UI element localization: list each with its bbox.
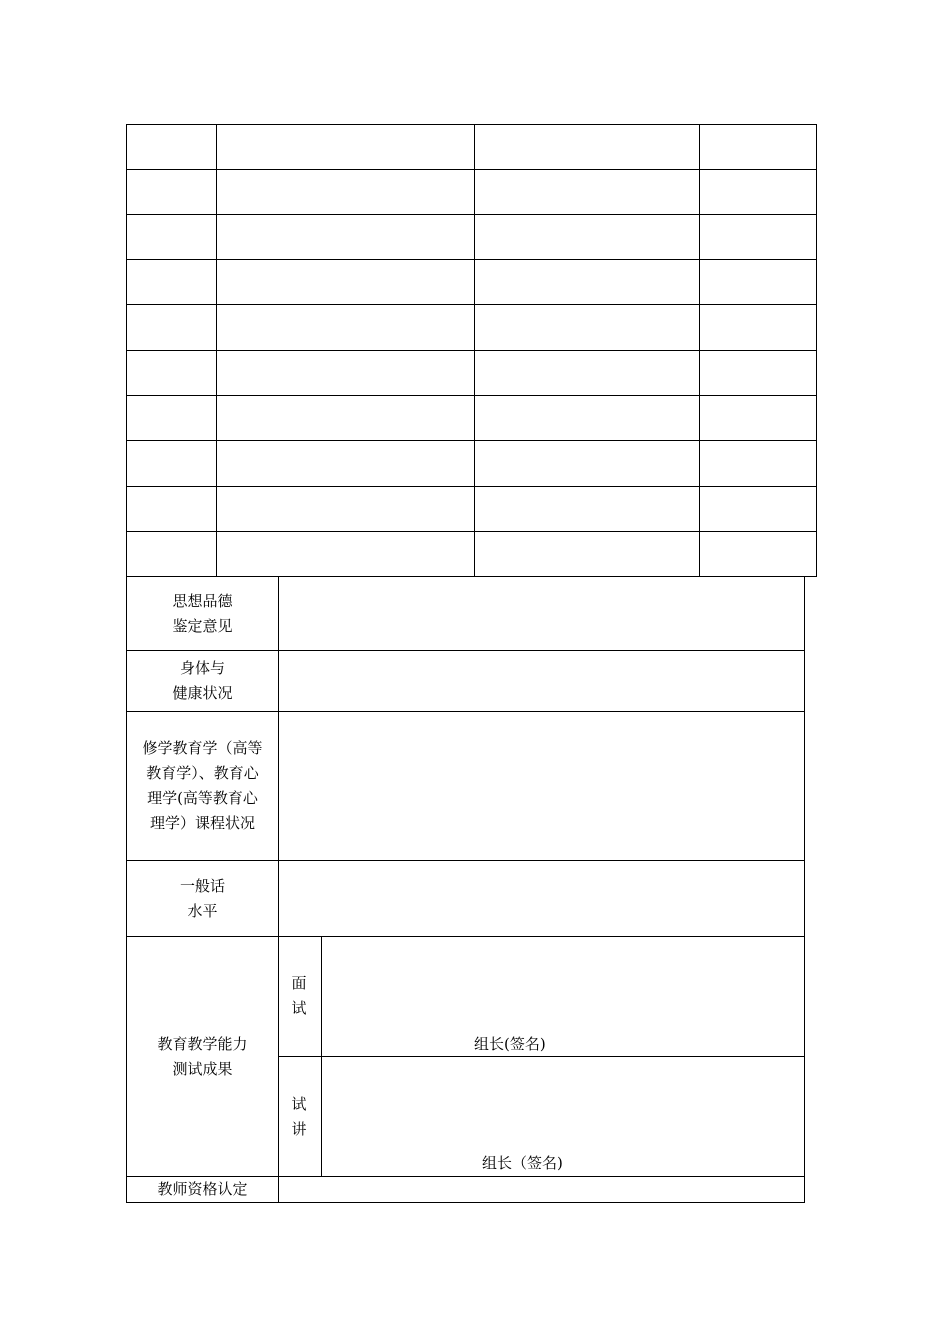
moral-evaluation-label: 思想品德 鉴定意见 bbox=[172, 591, 233, 635]
trial-lecture-label: 试 讲 bbox=[291, 1095, 307, 1138]
health-status-label: 身体与 健康状况 bbox=[172, 659, 233, 702]
trial-lecture-field[interactable] bbox=[322, 1057, 804, 1176]
interview-signature: 组长(签名) bbox=[474, 1035, 546, 1053]
trial-lecture-signature: 组长（签名) bbox=[482, 1154, 563, 1172]
certification-field[interactable] bbox=[279, 1177, 804, 1202]
health-status-field[interactable] bbox=[279, 651, 804, 711]
interview-field[interactable] bbox=[322, 937, 804, 1056]
putonghua-level-label: 一般话 水平 bbox=[179, 876, 225, 920]
interview-label: 面 试 bbox=[291, 974, 307, 1017]
certification-label: 教师资格认定 bbox=[157, 1180, 248, 1198]
course-status-field[interactable] bbox=[279, 712, 804, 860]
putonghua-level-field[interactable] bbox=[279, 861, 804, 936]
course-status-label: 修学教育学（高等 教育学）、教育心 理学(高等教育心 理学）课程状况 bbox=[142, 739, 263, 832]
teaching-ability-label: 教育教学能力 测试成果 bbox=[157, 1034, 248, 1078]
moral-evaluation-field[interactable] bbox=[279, 577, 804, 650]
